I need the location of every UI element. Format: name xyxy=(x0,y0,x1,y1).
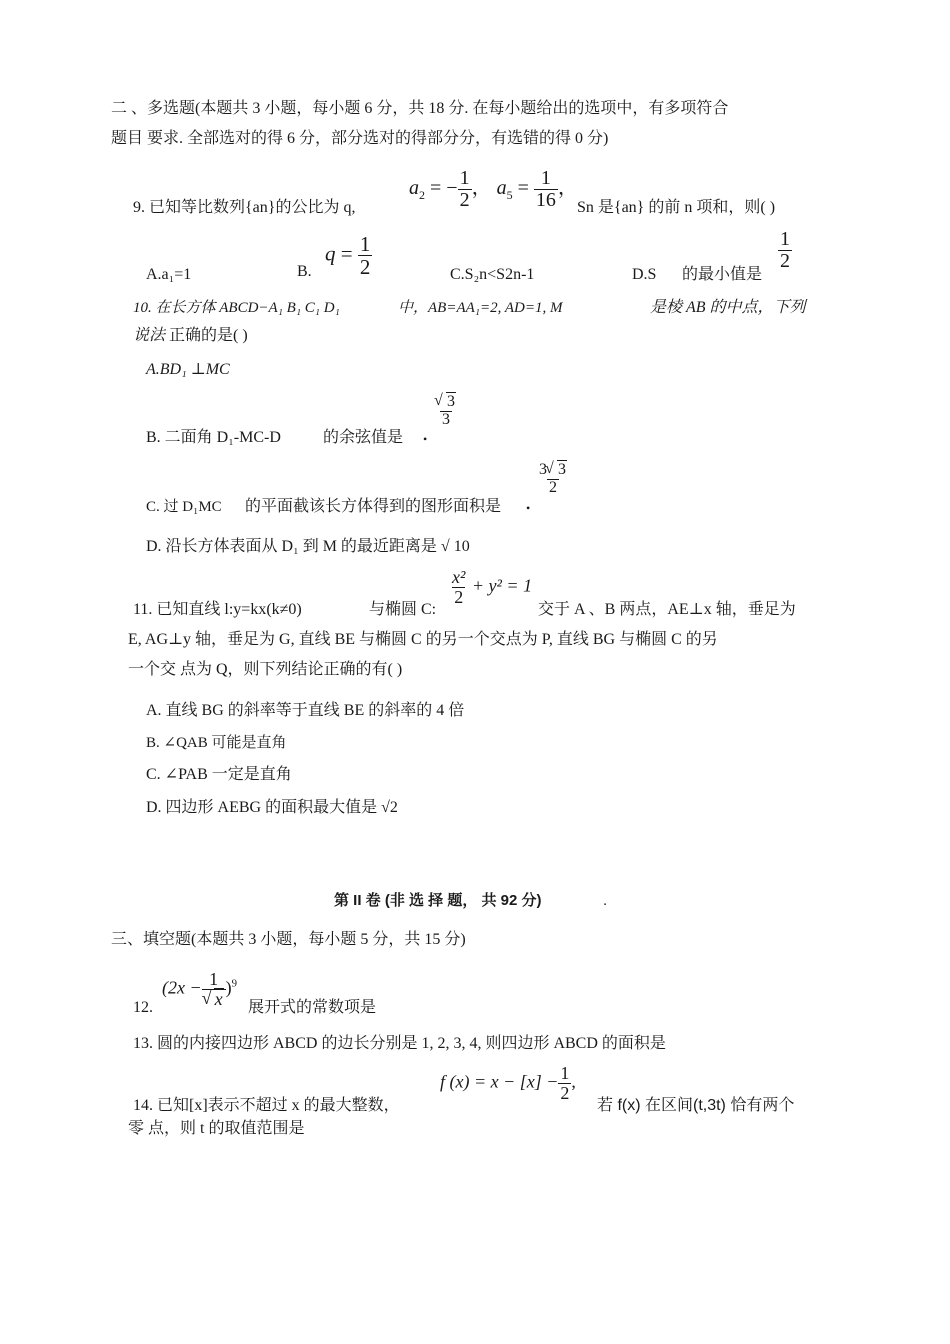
q9-option-b-math: q = $\frac{1}{2}$ xyxy=(325,232,371,280)
q13-text: 13. 圆的内接四边形 ABCD 的边长分别是 1, 2, 3, 4, 则四边形 ABCD 的面积是 xyxy=(133,1035,666,1052)
q10-stem-d: 说法 正确的是( ) xyxy=(133,327,248,344)
q10-option-a: A.BD₁ ⊥MC xyxy=(146,361,230,378)
q11-stem-a: 11. 已知直线 l:y=kx(k≠0) xyxy=(133,601,302,618)
q11-line3: 一个交 点为 Q，则下列结论正确的有( ) xyxy=(128,661,403,678)
q14-stem-b: 若 f(x) 在区间(t,3t) 恰有两个 xyxy=(597,1097,795,1114)
q12-tail: 展开式的常数项是 xyxy=(248,999,377,1016)
q9-option-a: A.a₁=1 xyxy=(146,266,192,283)
q11-option-c: C. ∠PAB 一定是直角 xyxy=(146,766,292,783)
q10-option-b-b: 的余弦值是 xyxy=(323,429,404,446)
section2-header-line1: 二 、多选题(本题共 3 小题，每小题 6 分，共 18 分. 在每小题给出的选项中，有多项符合 xyxy=(111,100,729,117)
q10-option-b-math: √ $\frac{3}{3}$ xyxy=(434,394,458,429)
q11-option-a: A. 直线 BG 的斜率等于直线 BE 的斜率的 4 倍 xyxy=(146,702,465,719)
part2-title: 第 II 卷 (非 选 择 题， 共 92 分) xyxy=(334,892,542,909)
q14-stem-a: 14. 已知[x]表示不超过 x 的最大整数， xyxy=(133,1097,400,1114)
q11-stem-b: 与椭圆 C: xyxy=(369,601,437,618)
q9-option-d-math: $\frac{1}{2}$ xyxy=(780,228,790,272)
q10-option-b-dot: • xyxy=(423,432,428,446)
q9-stem-a: 9. 已知等比数列{an}的公比为 q, xyxy=(133,199,356,216)
q14-line2: 零 点，则 t 的取值范围是 xyxy=(128,1120,305,1137)
q9-stem-b: Sn 是{an} 的前 n 项和，则( ) xyxy=(577,199,776,216)
section2-header-line2: 题目 要求. 全部选对的得 6 分，部分选对的得部分分，有选错的得 0 分) xyxy=(111,130,609,147)
q10-option-c-a: C. 过 D₁MC xyxy=(146,499,222,515)
q9-math-given: $a_2$ = − $\frac{1}{2}$ ， $a_5$ = $\frac{1}{16}$ ， xyxy=(409,167,578,211)
q10-option-c-math: $\frac{3√ 3}{2}$ xyxy=(537,462,569,497)
q10-option-c-b: 的平面截该长方体得到的图形面积是 xyxy=(245,498,502,515)
q12-expression: (2x − 1 √ x )$^9$ xyxy=(162,970,237,1009)
q10-stem-a: 10. 在长方体 ABCD−A₁ B₁ C₁ D₁ xyxy=(133,300,340,316)
q10-stem-b: 中，AB=AA₁=2, AD=1, M xyxy=(398,300,563,316)
part2-title-dot: . xyxy=(603,892,608,909)
q9-option-d-b: 的最小值是 xyxy=(682,266,763,283)
q9-option-d-a: D.S xyxy=(632,266,657,283)
q11-option-d: D. 四边形 AEBG 的面积最大值是 √2 xyxy=(146,799,398,816)
q11-option-b: B. ∠QAB 可能是直角 xyxy=(146,735,287,751)
q10-option-c-dot: • xyxy=(526,501,531,515)
q10-option-b-a: B. 二面角 D₁-MC-D xyxy=(146,429,281,446)
q11-ellipse-math: $\frac{\text{x²}}{2}$ + y² = 1 xyxy=(452,567,533,607)
q9-option-c: C.S₂n<S2n-1 xyxy=(450,266,535,283)
q10-option-d: D. 沿长方体表面从 D₁ 到 M 的最近距离是 √ 10 xyxy=(146,538,470,555)
q9-option-b-label: B. xyxy=(297,263,312,280)
q11-line2: E, AG⊥y 轴，垂足为 G, 直线 BE 与椭圆 C 的另一个交点为 P, 直线 BG 与椭圆 C 的另 xyxy=(128,631,718,648)
q14-function: f (x) = x − [x] − $\frac{1}{2}$ , xyxy=(440,1063,576,1103)
q10-stem-c: 是棱 AB 的中点，下列 xyxy=(650,299,806,316)
q11-stem-c: 交于 A 、B 两点，AE⊥x 轴，垂足为 xyxy=(538,601,796,618)
q12-label: 12. xyxy=(133,999,153,1016)
section3-header: 三、填空题(本题共 3 小题，每小题 5 分，共 15 分) xyxy=(111,931,466,948)
